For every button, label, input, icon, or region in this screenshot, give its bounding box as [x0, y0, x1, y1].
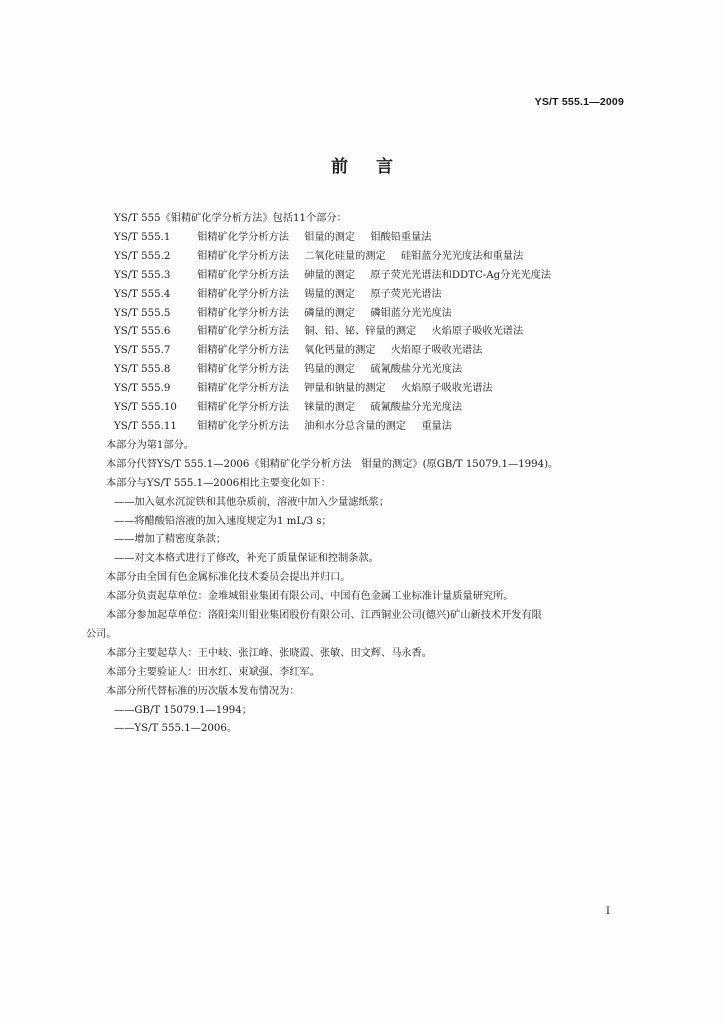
- part-method: 硫氰酸盐分光光度法: [370, 364, 463, 376]
- part-method: 重量法: [421, 420, 452, 432]
- part-name: 钼精矿化学分析方法: [197, 250, 289, 262]
- part-name: 钼精矿化学分析方法: [197, 383, 289, 395]
- part-line: [90, 248, 650, 267]
- proposed-by-paragraph: 本部分由全国有色金属标准化技术委员会提出并归口。: [106, 572, 351, 584]
- part-line: [90, 399, 650, 418]
- part-name: 钼精矿化学分析方法: [197, 402, 289, 414]
- part-code: YS/T 555.10: [114, 402, 177, 414]
- part-line: [90, 305, 650, 324]
- part-method: 原子荧光光谱法: [370, 288, 442, 300]
- history-item: ——YS/T 555.1—2006。: [114, 723, 238, 735]
- part-code: YS/T 555.11: [114, 420, 177, 432]
- part-method: 磷钼蓝分光光度法: [370, 307, 452, 319]
- part-line: [90, 342, 650, 361]
- part-line: [90, 380, 650, 399]
- part-code: YS/T 555.1: [114, 231, 171, 243]
- intro-line: YS/T 555《钼精矿化学分析方法》包括11个部分：: [114, 213, 347, 224]
- part-line: [90, 286, 650, 305]
- part-method: 硫氰酸盐分光光度法: [370, 402, 463, 414]
- participating-paragraph-continuation: 公司。: [86, 628, 117, 640]
- page-number: I: [606, 906, 610, 917]
- part-method: 火焰原子吸收光谱法: [390, 345, 483, 357]
- part-line: [90, 361, 650, 380]
- changes-intro: 本部分与YS/T 555.1—2006相比主要变化如下：: [106, 477, 331, 489]
- part-method: 钼酸铅重量法: [370, 231, 432, 243]
- part-method: 火焰原子吸收光谱法: [400, 383, 493, 395]
- participating-paragraph: 本部分参加起草单位：洛阳栾川钼业集团股份有限公司、江西铜业公司(德兴)矿山新技术开发有限: [106, 610, 542, 622]
- part-item: 铜、铅、铋、锌量的测定: [304, 326, 417, 338]
- part-code: YS/T 555.3: [114, 269, 171, 281]
- part-code: YS/T 555.2: [114, 250, 171, 262]
- part-name: 钼精矿化学分析方法: [197, 231, 289, 243]
- part-code: YS/T 555.9: [114, 383, 171, 395]
- part-line: [90, 267, 650, 286]
- parts-list: [90, 229, 650, 437]
- part-code: YS/T 555.7: [114, 345, 171, 357]
- part-method: 原子荧光光谱法和DDTC-Ag分光光度法: [370, 269, 552, 281]
- part-method: 硅钼蓝分光光度法和重量法: [400, 250, 524, 262]
- foreword-body: [86, 210, 650, 739]
- part-code: YS/T 555.6: [114, 326, 171, 338]
- change-item: ——加入氨水沉淀铁和其他杂质前，溶液中加入少量滤纸浆；: [114, 496, 390, 508]
- part-code: YS/T 555.4: [114, 288, 171, 300]
- change-item: ——对文本格式进行了修改，补充了质量保证和控制条款。: [114, 553, 379, 565]
- part-name: 钼精矿化学分析方法: [197, 307, 289, 319]
- drafted-by-paragraph: 本部分负责起草单位：金堆城钼业集团有限公司、中国有色金属工业标准计量质量研究所。: [106, 591, 514, 603]
- drafters-paragraph: 本部分主要起草人：王中岐、张江峰、张晓霞、张敏、田文辉、马永香。: [106, 647, 432, 659]
- verifiers-paragraph: 本部分主要验证人：田水红、束斌强、李红军。: [106, 666, 320, 678]
- part-line: [90, 418, 650, 437]
- part-item: 铼量的测定: [304, 402, 356, 414]
- part-item: 油和水分总含量的测定: [304, 420, 407, 432]
- part-name: 钼精矿化学分析方法: [197, 364, 289, 376]
- part-item: 钾量和钠量的测定: [304, 383, 386, 395]
- change-item: ——增加了精密度条款；: [114, 534, 227, 546]
- history-intro: 本部分所代替标准的历次版本发布情况为：: [106, 685, 300, 697]
- part-name: 钼精矿化学分析方法: [197, 345, 289, 357]
- part-code: YS/T 555.8: [114, 364, 171, 376]
- part-item: 砷量的测定: [304, 269, 356, 281]
- part-name: 钼精矿化学分析方法: [197, 420, 289, 432]
- part-method: 火焰原子吸收光谱法: [431, 326, 524, 338]
- standard-code: YS/T 555.1—2009: [534, 96, 624, 108]
- change-item: ——将醋酸铅溶液的加入速度规定为1 mL/3 s；: [114, 515, 332, 527]
- part-item: 二氧化硅量的测定: [304, 250, 386, 262]
- part-name: 钼精矿化学分析方法: [197, 288, 289, 300]
- part-line: [90, 229, 650, 248]
- part-code: YS/T 555.5: [114, 307, 171, 319]
- part-item: 磷量的测定: [304, 307, 356, 319]
- replaces-paragraph: 本部分代替YS/T 555.1—2006《钼精矿化学分析方法 钼量的测定》(原GB/T 15079.1—1994)。: [106, 458, 559, 470]
- part-item: 氧化钙量的测定: [304, 345, 376, 357]
- part-number-paragraph: 本部分为第1部分。: [106, 439, 194, 451]
- part-item: 锡量的测定: [304, 288, 356, 300]
- part-item: 钼量的测定: [304, 231, 356, 243]
- part-name: 钼精矿化学分析方法: [197, 269, 289, 281]
- history-item: ——GB/T 15079.1—1994；: [114, 704, 252, 716]
- page-title: 前言: [331, 157, 421, 177]
- part-name: 钼精矿化学分析方法: [197, 326, 289, 338]
- part-line: [90, 323, 650, 342]
- part-item: 钨量的测定: [304, 364, 356, 376]
